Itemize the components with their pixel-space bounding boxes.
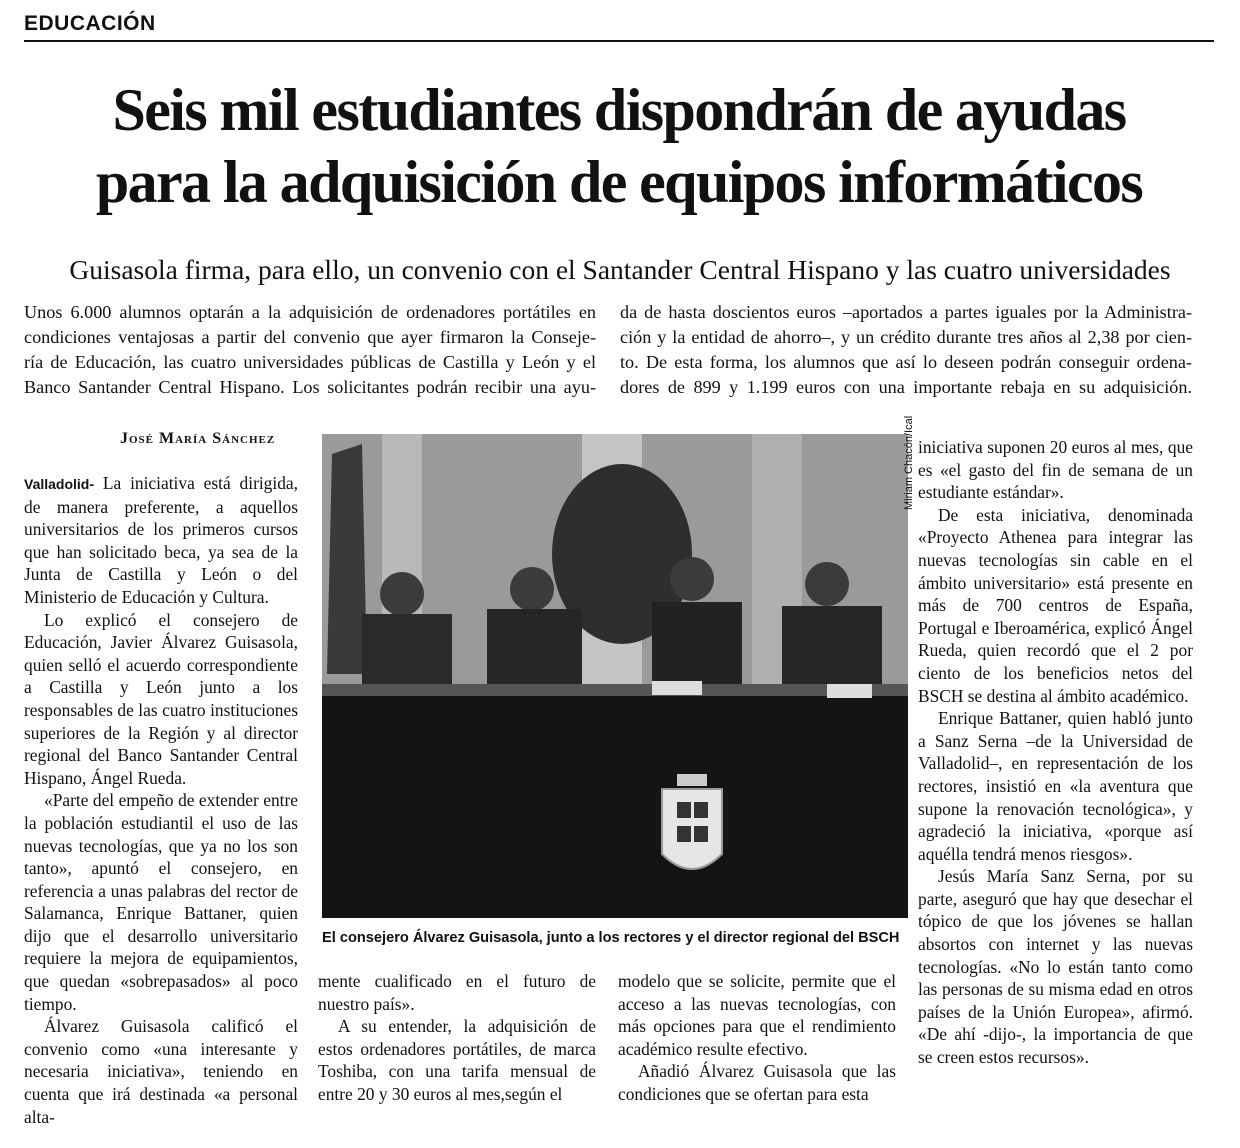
photo-credit: Miriam Chacón/Ical	[903, 415, 915, 510]
article-paragraph: «Parte del empeño de extender entre la población estudiantil el uso de las nuevas tecnologías, que ya no los son tanto», apuntó el consejero, en referencia a unas palabras del rector de Salamanca, Enrique Battaner, quien dijo que el desarrollo universitario requiere la mejora de equipamientos, que quedan «sobrepasados» al poco tiempo.	[24, 790, 298, 1014]
lead-line: da de hasta doscientos euros –aportados a partes iguales por la Administra-	[620, 302, 1192, 322]
article-column-2	[318, 970, 596, 1106]
article-paragraph: A su entender, la adquisición de estos ordenadores portátiles, de marca Toshiba, con una tarifa mensual de entre 20 y 30 euros al mes,según el	[318, 1016, 596, 1104]
lead-line: Banco Santander Central Hispano. Los solicitantes podrán recibir una ayu-	[24, 377, 596, 397]
article-column-3	[618, 970, 896, 1106]
lead-paragraph-left	[24, 300, 596, 400]
article-paragraph: Jesús María Sanz Serna, por su parte, aseguró que hay que desechar el tópico de que los jóvenes se hallan absortos con internet y las nuevas tecnologías. «No lo están tanto como las personas de su misma edad en otros países de la Unión Europea», afirmó. «De ahí -dijo-, la importancia de que se creen estos recursos».	[918, 866, 1193, 1068]
article-paragraph: Lo explicó el consejero de Educación, Javier Álvarez Guisasola, quien selló el acuerdo correspondiente a Castilla y León junto a los responsables de las cuatro instituciones superiores de la Región y al director regional del Banco Santander Central Hispano, Ángel Rueda.	[24, 609, 298, 788]
article-paragraph: iniciativa suponen 20 euros al mes, que es «el gasto del fin de semana de un estudiante estándar».	[918, 437, 1193, 503]
article-paragraph: modelo que se solicite, permite que el acceso a las nuevas tecnologías, con más opciones para que el rendimiento académico resulte efectivo.	[618, 971, 896, 1059]
photo-caption: El consejero Álvarez Guisasola, junto a los rectores y el director regional del BSCH	[322, 930, 900, 946]
headline-line-2: para la adquisición de equipos informáticos	[95, 149, 1143, 215]
lead-line: Unos 6.000 alumnos optarán a la adquisición de ordenadores portátiles en	[24, 302, 596, 322]
subheadline: Guisasola firma, para ello, un convenio con el Santander Central Hispano y las cuatro universidades	[69, 254, 1171, 285]
byline: José María Sánchez	[120, 430, 276, 447]
photo-illustration	[322, 434, 908, 918]
article-paragraph	[24, 472, 298, 609]
headline-line-1: Seis mil estudiantes dispondrán de ayudas	[112, 77, 1126, 143]
article-paragraph: mente cualificado en el futuro de nuestro país».	[318, 971, 596, 1014]
headline	[14, 74, 1224, 218]
lead-paragraph-right	[620, 300, 1192, 400]
lead-line: ción y la entidad de ahorro–, y un crédito durante tres años al 2,38 por cien-	[620, 327, 1192, 347]
article-paragraph: Enrique Battaner, quien habló junto a Sanz Serna –de la Universidad de Valladolid–, en representación de los rectores, insistió en «la aventura que supone la renovación tecnológica», y agradeció la iniciativa, «porque así aquélla tendrá menos riesgos».	[918, 708, 1193, 864]
dateline: Valladolid-	[24, 476, 95, 492]
article-column-4	[918, 436, 1193, 1069]
article-photo	[322, 434, 908, 918]
paragraph-text: La iniciativa está dirigida, de manera preferente, a aquellos universitarios de los primeros cursos que han solicitado beca, ya sea de la Junta de Castilla y León o del Ministerio de Educación y Cultura.	[24, 473, 298, 607]
article-paragraph: Añadió Álvarez Guisasola que las condiciones que se ofertan para esta	[618, 1061, 896, 1104]
section-rule	[24, 40, 1214, 42]
lead-line: ría de Educación, las cuatro universidades públicas de Castilla y León y el	[24, 352, 596, 372]
lead-line: dores de 899 y 1.199 euros con una importante rebaja en su adquisición.	[620, 377, 1192, 397]
lead-line: condiciones ventajosas a partir del convenio que ayer firmaron la Conseje-	[24, 327, 596, 347]
article-column-1	[24, 472, 298, 1128]
section-label: EDUCACIÓN	[24, 12, 156, 35]
article-paragraph: Álvarez Guisasola calificó el convenio como «una interesante y necesaria iniciativa», teniendo en cuenta que irá destinada «a personal alta-	[24, 1016, 298, 1127]
article-paragraph: De esta iniciativa, denominada «Proyecto Athenea para integrar las nuevas tecnologías sin cable en el ámbito universitario» está presente en más de 700 centros de España, Portugal e Iberoamérica, explicó Ángel Rueda, quien recordó que el 2 por ciento de los beneficios netos del BSCH se destina al ámbito académico.	[918, 504, 1193, 706]
lead-line: to. De esta forma, los alumnos que así lo deseen podrán conseguir ordena-	[620, 352, 1192, 372]
